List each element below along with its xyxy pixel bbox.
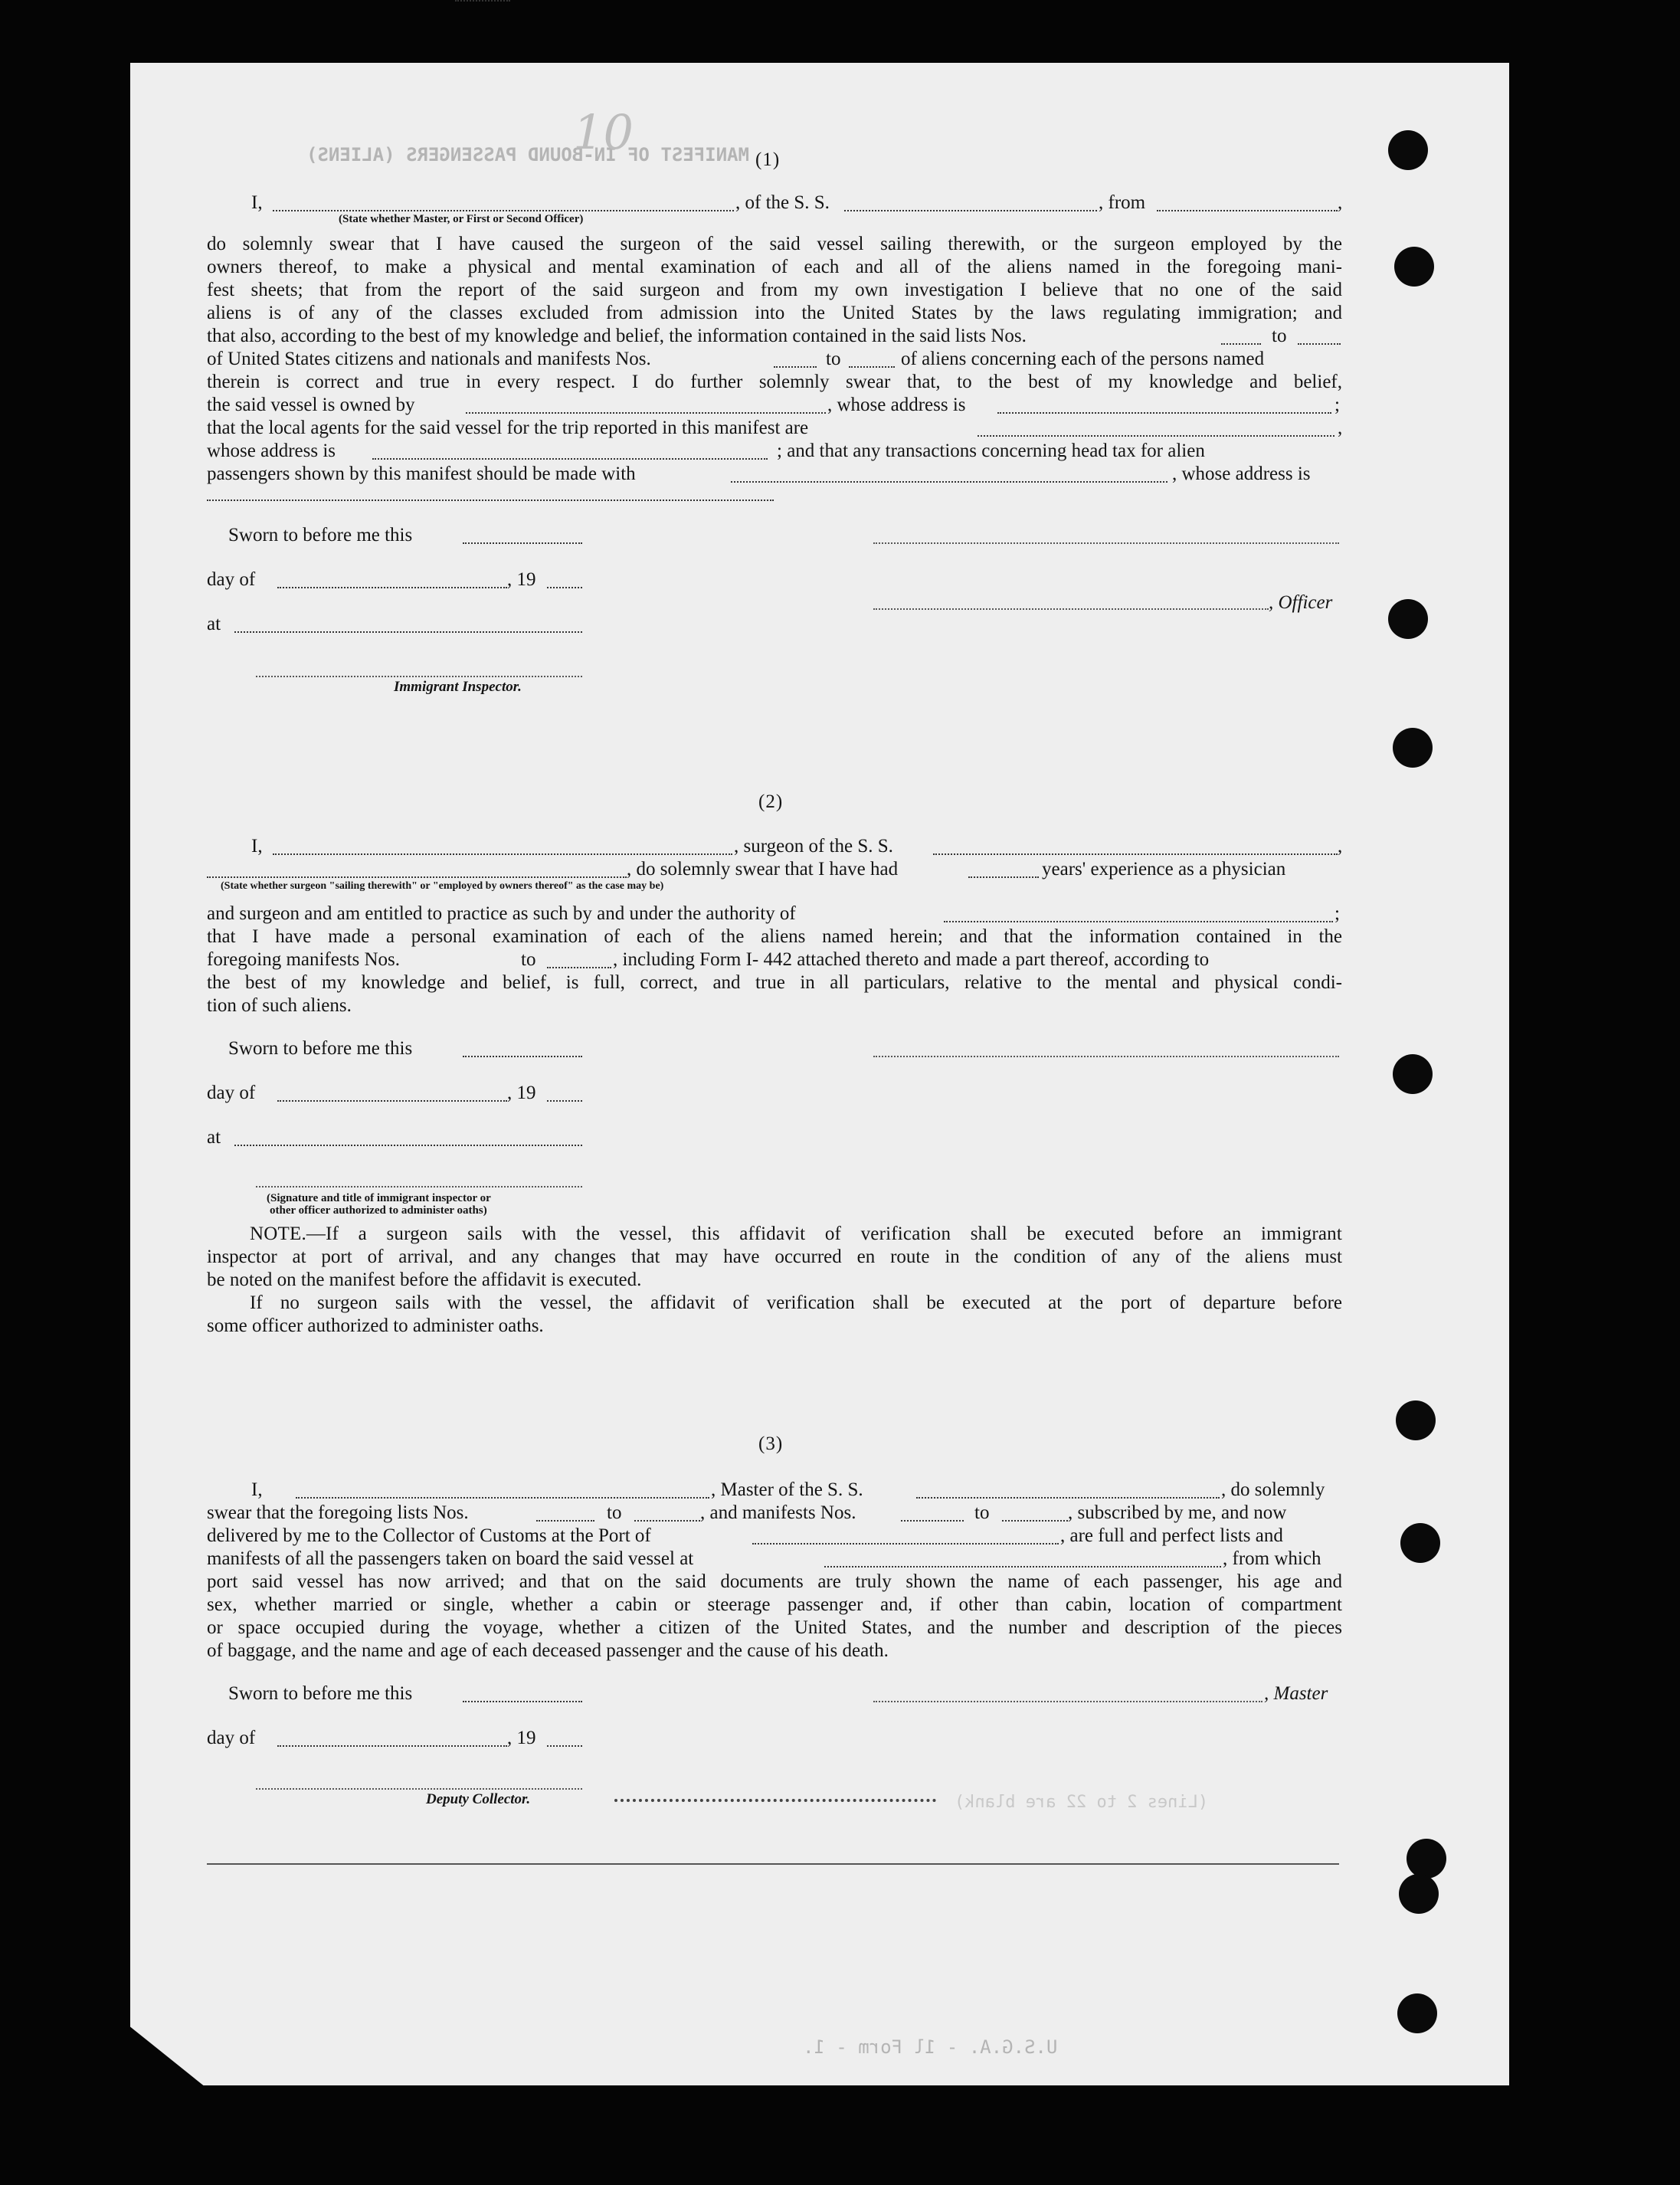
authority-field[interactable] bbox=[944, 921, 1333, 922]
day-of-field[interactable] bbox=[277, 1745, 507, 1747]
to-label: to bbox=[826, 349, 841, 369]
lists-nos-to-field[interactable] bbox=[1298, 343, 1341, 345]
oath-line: of baggage, and the name and age of each deceased passenger and the cause of his death. bbox=[207, 1640, 889, 1661]
master-signature-field[interactable] bbox=[873, 1701, 1262, 1702]
master-of-ss-label: , Master of the S. S. bbox=[711, 1479, 863, 1500]
do-solemnly-label: , do solemnly bbox=[1221, 1479, 1325, 1500]
inspector-signature-field[interactable] bbox=[256, 676, 582, 677]
owner-address-field[interactable] bbox=[997, 412, 1331, 414]
manifests-from-field[interactable] bbox=[455, 0, 510, 2]
surgeon-vessel-field[interactable] bbox=[933, 853, 1338, 855]
local-agents-label: that the local agents for the said vessel for the trip reported in this manifest are bbox=[207, 418, 809, 438]
whose-address-label: , whose address is bbox=[827, 395, 966, 415]
day-of-field[interactable] bbox=[277, 1100, 507, 1102]
comma: , bbox=[1338, 418, 1343, 438]
at-label: at bbox=[207, 614, 221, 634]
owner-field[interactable] bbox=[466, 412, 826, 414]
foregoing-manifests-label: foregoing manifests Nos. bbox=[207, 949, 401, 970]
collector-signature-field[interactable] bbox=[256, 1788, 582, 1790]
sworn-label: Sworn to before me this bbox=[228, 525, 413, 545]
at-label: at bbox=[207, 1127, 221, 1148]
line-end-comma: , bbox=[1338, 192, 1343, 213]
to-label: to bbox=[1272, 326, 1287, 346]
signature-title-note: (Signature and title of immigrant inspector or bbox=[267, 1192, 491, 1204]
oath-line: or space occupied during the voyage, whether a citizen of the United States, and the number and description of the pieces bbox=[207, 1617, 1342, 1638]
day-of-field[interactable] bbox=[277, 587, 507, 588]
sworn-label: Sworn to before me this bbox=[228, 1683, 413, 1704]
oath-line: fest sheets; that from the report of the said surgeon and from my own investigation I believe that no one of the said bbox=[207, 280, 1342, 300]
officer-name-field[interactable] bbox=[273, 210, 734, 211]
to-label: to bbox=[974, 1502, 990, 1523]
day-of-label: day of bbox=[207, 1728, 256, 1748]
and-manifests-label: , and manifests Nos. bbox=[700, 1502, 856, 1523]
years-experience-field[interactable] bbox=[968, 876, 1039, 878]
manifests-from-field[interactable] bbox=[901, 1520, 964, 1522]
lists-nos-label: that also, according to the best of my knowledge and belief, the information contained in the said lists Nos. bbox=[207, 326, 1027, 346]
at-place-field[interactable] bbox=[234, 1145, 582, 1146]
note-line: inspector at port of arrival, and any changes that may have occurred en route in the condition of any of the aliens must bbox=[207, 1246, 1342, 1267]
head-tax-label: ; and that any transactions concerning head tax for alien bbox=[777, 441, 1205, 461]
swear-lists-label: swear that the foregoing lists Nos. bbox=[207, 1502, 469, 1523]
of-the-ss-label: , of the S. S. bbox=[735, 192, 830, 213]
manifests-nos-from-field[interactable] bbox=[774, 366, 817, 368]
oath-line: aliens is of any of the classes excluded from admission into the United States by the laws regulating immigration; and bbox=[207, 303, 1342, 323]
officer-signature-field[interactable] bbox=[873, 608, 1269, 610]
year-field[interactable] bbox=[547, 587, 582, 588]
embarkation-port-field[interactable] bbox=[824, 1566, 1221, 1568]
authority-label: and surgeon and am entitled to practice as such by and under the authority of bbox=[207, 903, 796, 924]
from-which-label: , from which bbox=[1223, 1548, 1321, 1569]
officer-label: , Officer bbox=[1269, 592, 1333, 613]
bleed-through-footer: U.S.G.A. - 1l Form - 1. bbox=[803, 2036, 1058, 2058]
whose-address-label: whose address is bbox=[207, 441, 336, 461]
punch-hole bbox=[1399, 1874, 1439, 1914]
comma: , bbox=[1338, 836, 1343, 857]
note-line: If no surgeon sails with the vessel, the affidavit of verification shall be executed at the port of departure before bbox=[250, 1292, 1342, 1313]
handwritten-manifest-number: 10 bbox=[573, 104, 634, 160]
to-label: to bbox=[521, 949, 536, 970]
citizens-manifests-label: of United States citizens and nationals and manifests Nos. bbox=[207, 349, 651, 369]
to-label: to bbox=[607, 1502, 622, 1523]
manifests-all-label: manifests of all the passengers taken on board the said vessel at bbox=[207, 1548, 694, 1569]
master-vessel-field[interactable] bbox=[916, 1497, 1220, 1499]
section-1-heading: (1) bbox=[755, 149, 781, 170]
lists-nos-from-field[interactable] bbox=[1221, 343, 1261, 345]
note-line: NOTE.—If a surgeon sails with the vessel, this affidavit of verification shall be executed before an immigrant bbox=[250, 1224, 1342, 1244]
day-of-label: day of bbox=[207, 569, 256, 590]
manifests-to-field[interactable] bbox=[547, 967, 611, 968]
passengers-with-label: passengers shown by this manifest should be made with bbox=[207, 464, 636, 484]
punch-hole bbox=[1394, 247, 1434, 287]
note-line: be noted on the manifest before the affidavit is executed. bbox=[207, 1269, 642, 1290]
oath-line: owners thereof, to make a physical and mental examination of each and all of the aliens named in the foregoing mani- bbox=[207, 257, 1342, 277]
year-field[interactable] bbox=[547, 1745, 582, 1747]
master-label: , Master bbox=[1264, 1683, 1328, 1704]
aliens-concerning-label: of aliens concerning each of the persons named bbox=[901, 349, 1265, 369]
year-field[interactable] bbox=[547, 1100, 582, 1102]
lists-to-field[interactable] bbox=[634, 1520, 700, 1522]
punch-hole bbox=[1388, 130, 1428, 170]
subscribed-label: , subscribed by me, and now bbox=[1068, 1502, 1287, 1523]
surgeon-signature-field[interactable] bbox=[873, 1056, 1339, 1057]
punch-hole bbox=[1396, 1400, 1436, 1440]
note-line: some officer authorized to administer oaths. bbox=[207, 1315, 544, 1336]
punch-hole bbox=[1397, 1993, 1437, 2033]
officer-rank-note: (State whether Master, or First or Second Officer) bbox=[339, 213, 584, 225]
punch-hole bbox=[1407, 1839, 1446, 1879]
sworn-date-field[interactable] bbox=[463, 1701, 582, 1702]
surgeon-status-note: (State whether surgeon "sailing therewith" or "employed by owners thereof" as the case may be) bbox=[221, 880, 664, 892]
oath-line: therein is correct and true in every respect. I do further solemnly swear that, to the best of my knowledge and belief, bbox=[207, 372, 1342, 392]
punch-hole bbox=[1400, 1523, 1440, 1563]
are-full-label: , are full and perfect lists and bbox=[1060, 1525, 1283, 1546]
year-label: , 19 bbox=[507, 1083, 536, 1103]
years-experience-label: years' experience as a physician bbox=[1042, 859, 1286, 880]
punch-hole bbox=[1388, 599, 1428, 639]
sworn-date-field[interactable] bbox=[463, 1056, 582, 1057]
oath-line: tion of such aliens. bbox=[207, 995, 352, 1016]
local-agents-field[interactable] bbox=[978, 435, 1335, 437]
head-tax-contact-field[interactable] bbox=[731, 481, 1167, 483]
signature-title-note: other officer authorized to administer oaths) bbox=[270, 1204, 487, 1217]
punch-hole bbox=[1393, 728, 1433, 768]
delivered-label: delivered by me to the Collector of Customs at the Port of bbox=[207, 1525, 651, 1546]
authorized-officer-signature-field[interactable] bbox=[256, 1186, 582, 1188]
immigrant-inspector-label: Immigrant Inspector. bbox=[394, 679, 522, 695]
officer-signature-line-top[interactable] bbox=[873, 542, 1339, 544]
oath-line: port said vessel has now arrived; and that on the said documents are truly shown the name of each passenger, his age and bbox=[207, 1571, 1342, 1592]
surgeon-name-label: I, bbox=[251, 836, 263, 857]
departure-port-field[interactable] bbox=[1157, 210, 1338, 211]
semicolon: ; bbox=[1335, 903, 1340, 924]
do-solemnly-swear-label: , do solemnly swear that I have had bbox=[627, 859, 899, 880]
surgeon-status-field[interactable] bbox=[207, 876, 627, 878]
whose-address-end-label: , whose address is bbox=[1172, 464, 1311, 484]
bottom-rule bbox=[207, 1863, 1339, 1865]
head-tax-address-field[interactable] bbox=[207, 500, 774, 501]
bleed-through-note: (Lines 2 to 22 are blank) bbox=[955, 1793, 1209, 1812]
manifests-nos-to-field[interactable] bbox=[849, 366, 895, 368]
port-of-arrival-field[interactable] bbox=[752, 1543, 1059, 1545]
deputy-collector-label: Deputy Collector. bbox=[426, 1791, 531, 1807]
master-name-label: I, bbox=[251, 1479, 263, 1500]
vessel-name-field[interactable] bbox=[844, 210, 1097, 211]
including-form-label: , including Form I- 442 attached thereto and made a part thereof, according to bbox=[613, 949, 1210, 970]
agents-address-field[interactable] bbox=[372, 458, 768, 460]
year-label: , 19 bbox=[507, 569, 536, 590]
dotted-leader bbox=[614, 1799, 936, 1802]
sworn-date-field[interactable] bbox=[463, 542, 582, 544]
punch-hole bbox=[1393, 1054, 1433, 1094]
manifests-to-field[interactable] bbox=[1002, 1520, 1068, 1522]
bleed-through-title: MANIFEST OF IN-BOUND PASSENGERS (ALIENS) bbox=[306, 144, 749, 165]
oath-line: do solemnly swear that I have caused the surgeon of the said vessel sailing therewith, or the surgeon employed by the bbox=[207, 234, 1342, 254]
from-label: , from bbox=[1099, 192, 1146, 213]
master-name-field[interactable] bbox=[296, 1497, 709, 1499]
year-label: , 19 bbox=[507, 1728, 536, 1748]
semicolon: ; bbox=[1335, 395, 1340, 415]
oath-line: that I have made a personal examination of each of the aliens named herein; and that the information contained in the bbox=[207, 926, 1342, 947]
surgeon-name-field[interactable] bbox=[273, 853, 732, 855]
at-place-field[interactable] bbox=[234, 631, 582, 633]
surgeon-of-ss-label: , surgeon of the S. S. bbox=[734, 836, 893, 857]
section-3-heading: (3) bbox=[758, 1433, 784, 1454]
lists-from-field[interactable] bbox=[536, 1520, 594, 1522]
sworn-label: Sworn to before me this bbox=[228, 1038, 413, 1059]
day-of-label: day of bbox=[207, 1083, 256, 1103]
owned-by-label: the said vessel is owned by bbox=[207, 395, 415, 415]
oath-line: the best of my knowledge and belief, is full, correct, and true in all particulars, relative to the mental and physical condi- bbox=[207, 972, 1342, 993]
oath-line: sex, whether married or single, whether a cabin or steerage passenger and, if other than cabin, location of compartment bbox=[207, 1594, 1342, 1615]
section-2-heading: (2) bbox=[758, 791, 784, 812]
officer-name-label: I, bbox=[251, 192, 263, 213]
